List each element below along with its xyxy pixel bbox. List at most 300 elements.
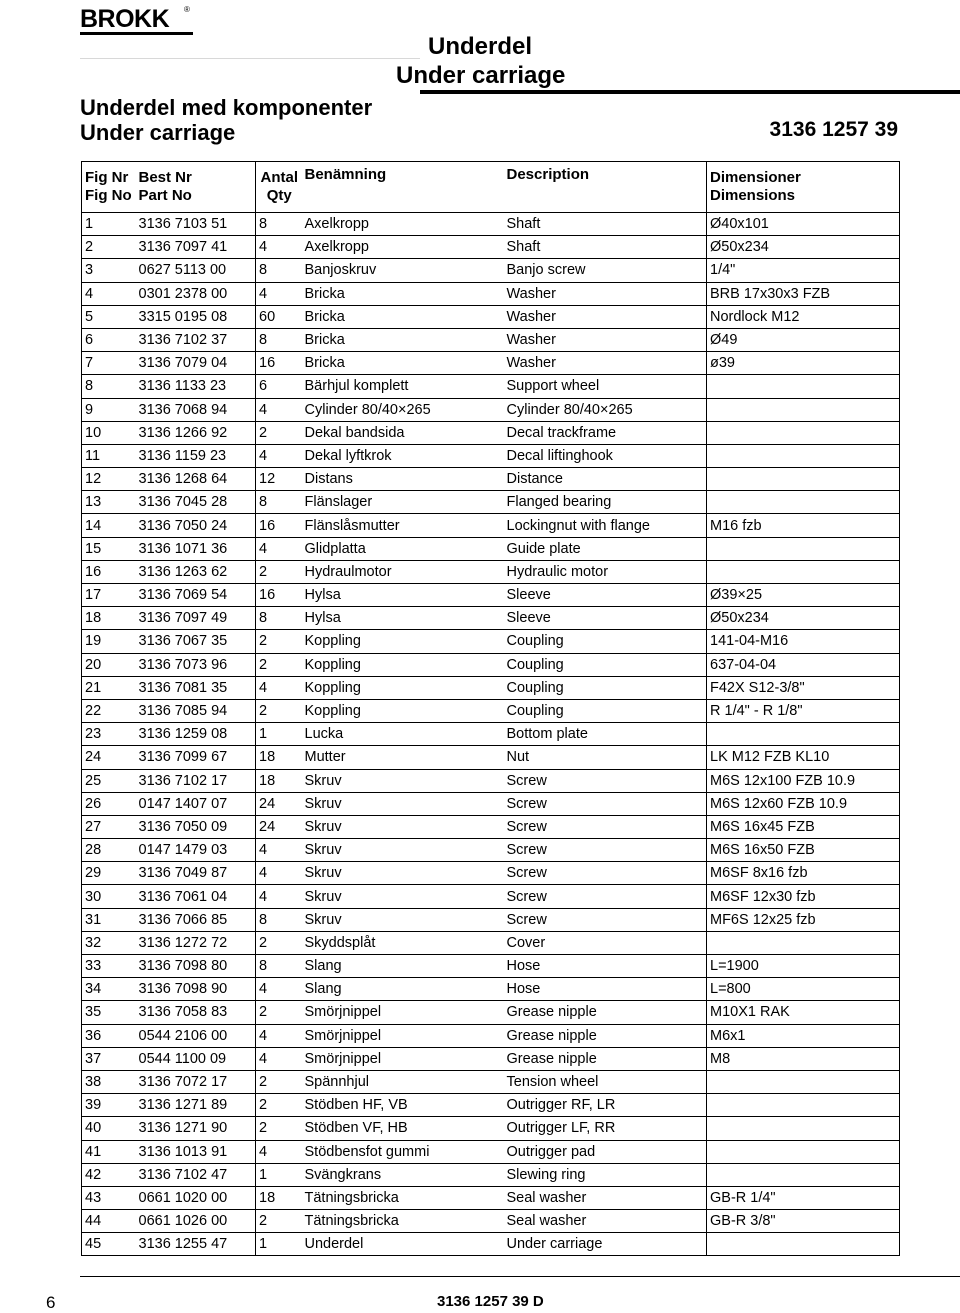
row-description: Screw [504,862,707,885]
row-name-sv: Skyddsplåt [302,931,504,954]
row-qty: 60 [256,305,302,328]
row-qty: 2 [256,699,302,722]
row-dimensions: ø39 [707,352,900,375]
row-qty: 1 [256,723,302,746]
table-row [82,723,900,746]
row-part-no: 3136 7097 49 [136,607,256,630]
row-fig-no: 7 [82,352,136,375]
table-row [82,815,900,838]
row-part-no: 3136 7097 41 [136,236,256,259]
row-description: Sleeve [504,607,707,630]
header-dimensions [707,162,900,213]
table-row [82,584,900,607]
row-part-no: 3136 7050 09 [136,815,256,838]
row-part-no: 3136 7068 94 [136,398,256,421]
row-fig-no: 5 [82,305,136,328]
row-part-no: 3136 1271 90 [136,1117,256,1140]
row-description: Decal liftinghook [504,444,707,467]
row-name-sv: Hydraulmotor [302,560,504,583]
table-row [82,282,900,305]
row-fig-no: 10 [82,421,136,444]
row-fig-no: 34 [82,978,136,1001]
row-description: Coupling [504,653,707,676]
table-row [82,630,900,653]
row-name-sv: Tätningsbricka [302,1186,504,1209]
row-fig-no: 28 [82,839,136,862]
table-row [82,1233,900,1256]
row-part-no: 3136 7049 87 [136,862,256,885]
header-fig-en: Fig No [85,187,132,204]
row-name-sv: Koppling [302,630,504,653]
row-dimensions: F42X S12-3/8" [707,676,900,699]
row-dimensions: Nordlock M12 [707,305,900,328]
footer-rule [80,1276,960,1277]
row-fig-no: 15 [82,537,136,560]
row-name-sv: Lucka [302,723,504,746]
row-fig-no: 9 [82,398,136,421]
row-part-no: 3136 7045 28 [136,491,256,514]
table-row [82,653,900,676]
row-description: Hose [504,955,707,978]
table-row [82,1024,900,1047]
table-row [82,1001,900,1024]
row-name-sv: Koppling [302,699,504,722]
table-row [82,560,900,583]
row-name-sv: Bricka [302,328,504,351]
row-dimensions: M6S 12x100 FZB 10.9 [707,769,900,792]
row-dimensions: M6SF 12x30 fzb [707,885,900,908]
table-header-row [82,162,900,213]
table-row [82,676,900,699]
row-qty: 16 [256,352,302,375]
row-name-sv: Banjoskruv [302,259,504,282]
section-title-swedish: Underdel med komponenter [80,95,373,120]
row-dimensions: M8 [707,1047,900,1070]
row-dimensions: LK M12 FZB KL10 [707,746,900,769]
row-description: Outrigger pad [504,1140,707,1163]
row-name-sv: Flänslager [302,491,504,514]
row-qty: 4 [256,1140,302,1163]
parts-table [81,161,900,1256]
row-dimensions: 637-04-04 [707,653,900,676]
row-description: Hose [504,978,707,1001]
table-row [82,769,900,792]
row-qty: 12 [256,468,302,491]
row-dimensions: L=800 [707,978,900,1001]
row-part-no: 3136 1263 62 [136,560,256,583]
row-qty: 6 [256,375,302,398]
row-description: Tension wheel [504,1070,707,1093]
row-description: Seal washer [504,1186,707,1209]
row-name-sv: Smörjnippel [302,1024,504,1047]
row-description: Coupling [504,699,707,722]
row-qty: 8 [256,328,302,351]
table-row [82,398,900,421]
row-name-sv: Axelkropp [302,236,504,259]
row-dimensions [707,1094,900,1117]
table-row [82,746,900,769]
row-dimensions: BRB 17x30x3 FZB [707,282,900,305]
table-row [82,352,900,375]
row-qty: 2 [256,1117,302,1140]
footer-document-code: 3136 1257 39 D [437,1293,544,1310]
row-name-sv: Underdel [302,1233,504,1256]
row-name-sv: Skruv [302,908,504,931]
table-row [82,908,900,931]
row-qty: 2 [256,931,302,954]
header-description-text: Description [506,166,590,183]
table-row [82,1070,900,1093]
row-qty: 18 [256,1186,302,1209]
row-part-no: 3136 1271 89 [136,1094,256,1117]
row-dimensions: Ø49 [707,328,900,351]
row-description: Lockingnut with flange [504,514,707,537]
parts-table-body [82,213,900,1256]
row-description: Distance [504,468,707,491]
row-part-no: 3136 7069 54 [136,584,256,607]
row-description: Cylinder 80/40×265 [504,398,707,421]
row-dimensions: M10X1 RAK [707,1001,900,1024]
row-description: Grease nipple [504,1001,707,1024]
row-dimensions: Ø39×25 [707,584,900,607]
table-row [82,259,900,282]
row-qty: 18 [256,746,302,769]
row-fig-no: 8 [82,375,136,398]
row-name-sv: Glidplatta [302,537,504,560]
row-dimensions [707,560,900,583]
row-dimensions: Ø50x234 [707,607,900,630]
row-qty: 8 [256,955,302,978]
row-qty: 4 [256,282,302,305]
row-fig-no: 3 [82,259,136,282]
row-fig-no: 38 [82,1070,136,1093]
row-name-sv: Flänslåsmutter [302,514,504,537]
row-fig-no: 1 [82,213,136,236]
row-fig-no: 29 [82,862,136,885]
row-part-no: 3136 1159 23 [136,444,256,467]
row-qty: 4 [256,398,302,421]
row-dimensions [707,421,900,444]
row-qty: 4 [256,862,302,885]
row-description: Screw [504,839,707,862]
row-dimensions [707,931,900,954]
header-dim-en: Dimensions [710,187,796,204]
row-qty: 8 [256,259,302,282]
row-qty: 2 [256,1210,302,1233]
row-description: Shaft [504,213,707,236]
row-description: Screw [504,769,707,792]
row-part-no: 3136 7061 04 [136,885,256,908]
table-row [82,1140,900,1163]
brokk-logo [80,4,192,30]
table-row [82,1186,900,1209]
row-description: Hydraulic motor [504,560,707,583]
row-qty: 4 [256,537,302,560]
row-description: Sleeve [504,584,707,607]
row-part-no: 3136 7058 83 [136,1001,256,1024]
header-fig-no [82,162,136,213]
row-fig-no: 23 [82,723,136,746]
row-name-sv: Bricka [302,305,504,328]
row-name-sv: Skruv [302,792,504,815]
header-qty-sv: Antal [260,169,298,186]
row-dimensions: M6S 16x45 FZB [707,815,900,838]
row-dimensions [707,444,900,467]
table-row [82,514,900,537]
row-fig-no: 37 [82,1047,136,1070]
row-dimensions: GB-R 1/4" [707,1186,900,1209]
row-qty: 2 [256,653,302,676]
row-fig-no: 42 [82,1163,136,1186]
row-name-sv: Axelkropp [302,213,504,236]
header-thin-rule [80,58,420,59]
row-dimensions: L=1900 [707,955,900,978]
row-part-no: 3136 1259 08 [136,723,256,746]
section-title-english: Under carriage [80,120,236,145]
row-name-sv: Koppling [302,676,504,699]
row-qty: 24 [256,815,302,838]
table-row [82,537,900,560]
header-dim-sv: Dimensioner [710,169,801,186]
table-row [82,839,900,862]
row-fig-no: 25 [82,769,136,792]
page-title-english: Under carriage [396,62,566,89]
table-row [82,699,900,722]
table-row [82,1163,900,1186]
row-description: Washer [504,352,707,375]
row-part-no: 3136 1013 91 [136,1140,256,1163]
row-qty: 2 [256,630,302,653]
row-qty: 1 [256,1233,302,1256]
row-dimensions [707,1117,900,1140]
table-row [82,491,900,514]
table-row [82,375,900,398]
row-fig-no: 14 [82,514,136,537]
row-part-no: 0661 1020 00 [136,1186,256,1209]
row-name-sv: Bricka [302,352,504,375]
row-part-no: 3315 0195 08 [136,305,256,328]
table-row [82,1094,900,1117]
row-description: Seal washer [504,1210,707,1233]
row-fig-no: 35 [82,1001,136,1024]
table-row [82,607,900,630]
row-description: Banjo screw [504,259,707,282]
row-dimensions: 141-04-M16 [707,630,900,653]
page-number: 6 [46,1293,56,1312]
row-part-no: 0147 1479 03 [136,839,256,862]
row-fig-no: 30 [82,885,136,908]
header-name-text: Benämning [304,166,387,183]
row-part-no: 3136 7098 80 [136,955,256,978]
row-part-no: 3136 7072 17 [136,1070,256,1093]
row-part-no: 3136 7099 67 [136,746,256,769]
row-qty: 2 [256,1001,302,1024]
row-name-sv: Cylinder 80/40×265 [302,398,504,421]
row-description: Washer [504,282,707,305]
row-part-no: 3136 7103 51 [136,213,256,236]
row-description: Screw [504,792,707,815]
row-qty: 2 [256,1094,302,1117]
row-fig-no: 32 [82,931,136,954]
row-name-sv: Skruv [302,885,504,908]
row-name-sv: Skruv [302,815,504,838]
row-part-no: 3136 1255 47 [136,1233,256,1256]
header-part-en: Part No [138,187,192,204]
row-name-sv: Distans [302,468,504,491]
row-dimensions: 1/4" [707,259,900,282]
row-part-no: 3136 1133 23 [136,375,256,398]
row-fig-no: 41 [82,1140,136,1163]
page-title-swedish: Underdel [428,33,533,60]
row-description: Coupling [504,676,707,699]
table-row [82,421,900,444]
row-part-no: 0661 1026 00 [136,1210,256,1233]
row-fig-no: 22 [82,699,136,722]
table-row [82,444,900,467]
row-part-no: 0544 1100 09 [136,1047,256,1070]
registered-mark: ® [184,5,190,14]
row-qty: 1 [256,1163,302,1186]
row-part-no: 3136 7066 85 [136,908,256,931]
row-qty: 4 [256,236,302,259]
row-qty: 8 [256,607,302,630]
row-fig-no: 12 [82,468,136,491]
logo-underline [80,32,193,35]
row-dimensions [707,1233,900,1256]
row-description: Slewing ring [504,1163,707,1186]
row-qty: 16 [256,514,302,537]
row-part-no: 3136 7079 04 [136,352,256,375]
row-description: Screw [504,908,707,931]
row-description: Grease nipple [504,1047,707,1070]
row-dimensions: M6SF 8x16 fzb [707,862,900,885]
row-fig-no: 11 [82,444,136,467]
row-fig-no: 21 [82,676,136,699]
table-row [82,213,900,236]
row-part-no: 0147 1407 07 [136,792,256,815]
row-name-sv: Spännhjul [302,1070,504,1093]
row-qty: 4 [256,1024,302,1047]
table-row [82,236,900,259]
row-description: Coupling [504,630,707,653]
row-description: Screw [504,885,707,908]
row-description: Decal trackframe [504,421,707,444]
row-fig-no: 17 [82,584,136,607]
table-row [82,978,900,1001]
table-row [82,885,900,908]
row-description: Under carriage [504,1233,707,1256]
row-dimensions [707,398,900,421]
row-fig-no: 31 [82,908,136,931]
table-row [82,862,900,885]
row-fig-no: 26 [82,792,136,815]
row-qty: 8 [256,491,302,514]
row-dimensions [707,491,900,514]
row-part-no: 3136 1266 92 [136,421,256,444]
row-part-no: 0544 2106 00 [136,1024,256,1047]
row-qty: 16 [256,584,302,607]
row-fig-no: 6 [82,328,136,351]
row-qty: 2 [256,1070,302,1093]
row-name-sv: Smörjnippel [302,1047,504,1070]
header-part-no [136,162,256,213]
row-name-sv: Dekal lyftkrok [302,444,504,467]
row-name-sv: Stödben HF, VB [302,1094,504,1117]
row-fig-no: 16 [82,560,136,583]
row-fig-no: 44 [82,1210,136,1233]
row-qty: 18 [256,769,302,792]
row-name-sv: Skruv [302,862,504,885]
row-name-sv: Slang [302,978,504,1001]
header-qty-en: Qty [266,187,292,204]
row-name-sv: Hylsa [302,584,504,607]
table-row [82,792,900,815]
row-dimensions: Ø40x101 [707,213,900,236]
table-row [82,931,900,954]
row-description: Screw [504,815,707,838]
row-dimensions: Ø50x234 [707,236,900,259]
row-name-sv: Smörjnippel [302,1001,504,1024]
row-qty: 8 [256,213,302,236]
row-part-no: 3136 7073 96 [136,653,256,676]
row-dimensions [707,1163,900,1186]
row-fig-no: 40 [82,1117,136,1140]
row-qty: 4 [256,676,302,699]
row-description: Bottom plate [504,723,707,746]
row-qty: 4 [256,444,302,467]
row-dimensions: M6S 16x50 FZB [707,839,900,862]
row-dimensions [707,1140,900,1163]
row-description: Shaft [504,236,707,259]
row-fig-no: 19 [82,630,136,653]
row-dimensions [707,537,900,560]
table-row [82,1117,900,1140]
row-qty: 4 [256,839,302,862]
row-qty: 8 [256,908,302,931]
row-name-sv: Dekal bandsida [302,421,504,444]
row-dimensions [707,723,900,746]
table-row [82,468,900,491]
row-fig-no: 36 [82,1024,136,1047]
header-name-sv [302,162,504,213]
document-number: 3136 1257 39 [769,118,898,141]
row-description: Flanged bearing [504,491,707,514]
row-name-sv: Stödben VF, HB [302,1117,504,1140]
row-name-sv: Hylsa [302,607,504,630]
row-fig-no: 27 [82,815,136,838]
row-part-no: 3136 7102 17 [136,769,256,792]
row-name-sv: Slang [302,955,504,978]
header-fig-sv: Fig Nr [85,169,129,186]
row-dimensions: R 1/4" - R 1/8" [707,699,900,722]
header-part-sv: Best Nr [138,169,192,186]
row-fig-no: 24 [82,746,136,769]
row-dimensions: M6x1 [707,1024,900,1047]
row-part-no: 0627 5113 00 [136,259,256,282]
row-part-no: 3136 7102 37 [136,328,256,351]
row-part-no: 3136 1272 72 [136,931,256,954]
row-fig-no: 13 [82,491,136,514]
row-part-no: 0301 2378 00 [136,282,256,305]
row-fig-no: 45 [82,1233,136,1256]
row-qty: 4 [256,978,302,1001]
row-name-sv: Skruv [302,839,504,862]
table-row [82,955,900,978]
row-part-no: 3136 1268 64 [136,468,256,491]
row-name-sv: Bärhjul komplett [302,375,504,398]
row-qty: 2 [256,560,302,583]
row-part-no: 3136 7067 35 [136,630,256,653]
